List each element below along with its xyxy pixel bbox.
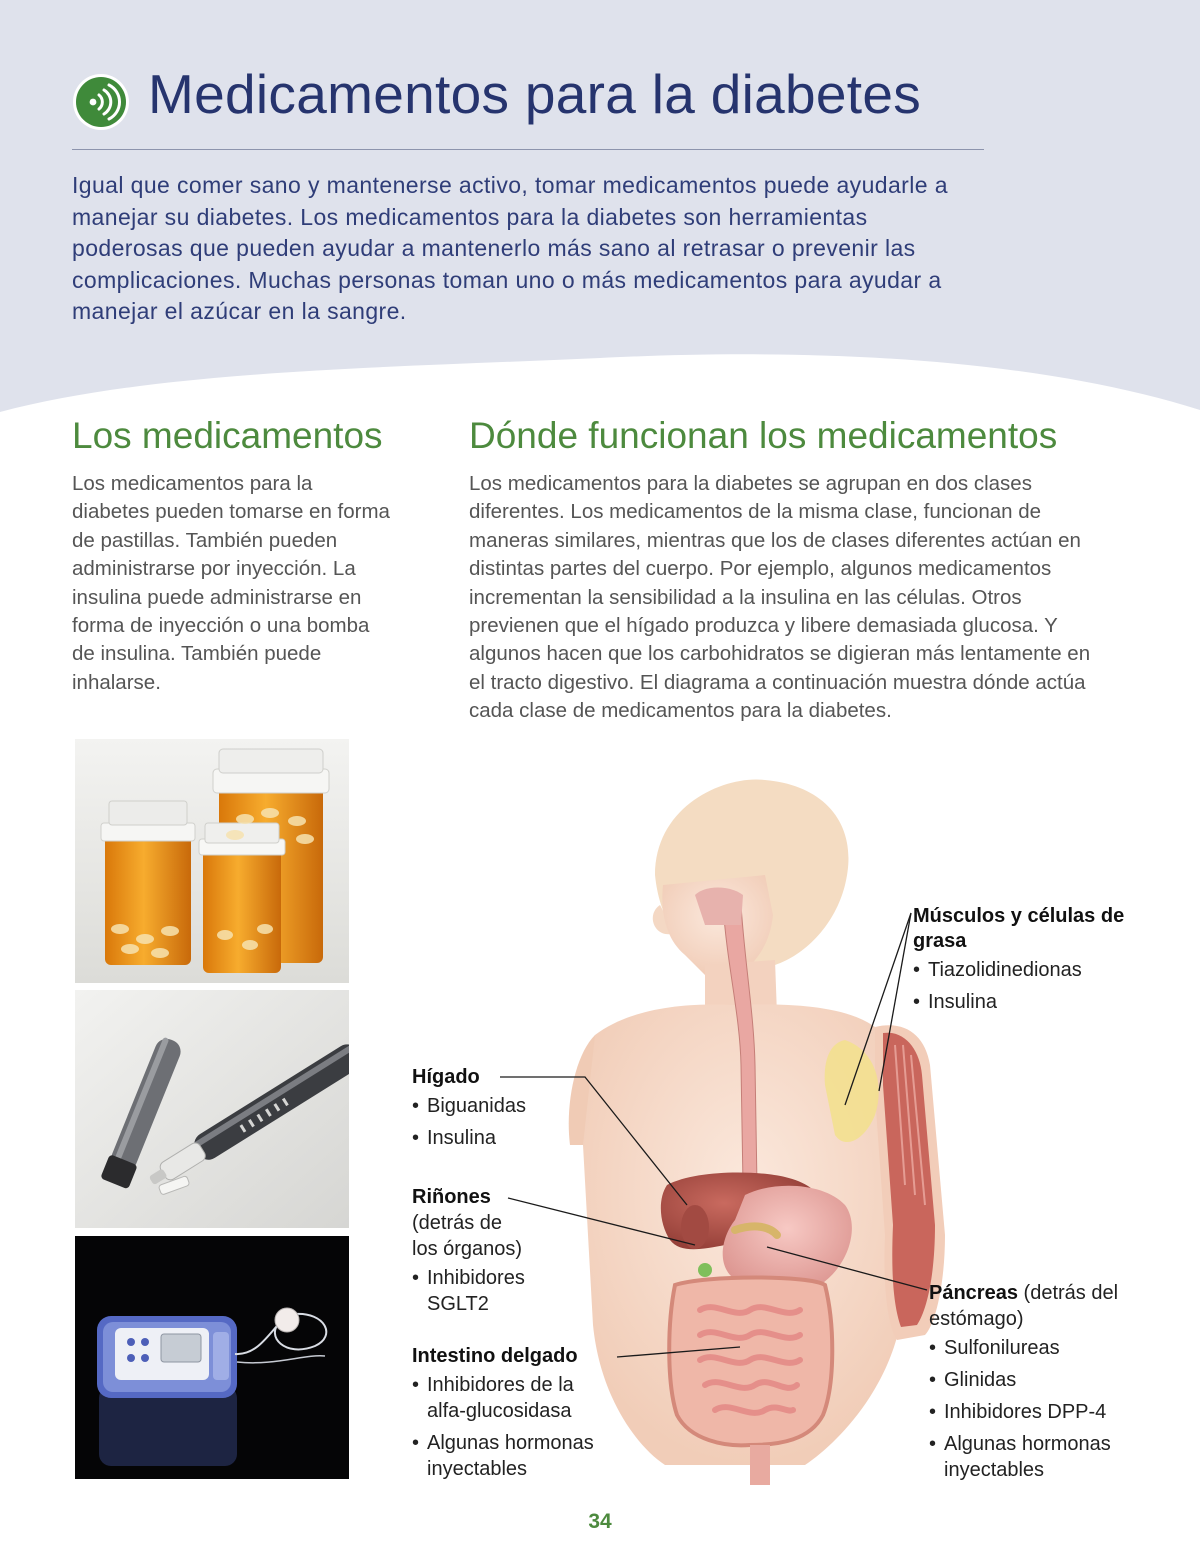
right-section-heading: Dónde funcionan los medicamentos — [469, 415, 1058, 456]
insulin-pump-photo — [75, 1236, 349, 1479]
pill-bottles-photo — [75, 739, 349, 983]
label-rinones — [412, 1184, 532, 1323]
higado-item-1: • Biguanidas — [412, 1093, 526, 1119]
rinones-item-1: • Inhibidores SGLT2 — [412, 1265, 532, 1317]
label-higado — [412, 1064, 526, 1157]
pancreas-item-3: • Inhibidores DPP-4 — [929, 1399, 1129, 1425]
pancreas-item-2: • Glinidas — [929, 1367, 1129, 1393]
intro-paragraph: Igual que comer sano y mantenerse activo, tomar medicamentos puede ayudarle a manejar su diabetes. Los medicamentos para la diabetes son herramientas poderosas que pueden ayudar a mantenerlo más sano al retrasar o prevenir las complicaciones. Muchas personas toman uno o más medicamentos para ayudar a manejar el azúcar en la sangre. — [72, 172, 948, 324]
left-section-body: Los medicamentos para la diabetes pueden tomarse en forma de pastillas. También pueden administrarse por inyección. La insulina puede administrarse en forma de inyección o una bomba de insulina. También puede inhalarse. — [72, 472, 390, 694]
anatomy-diagram — [405, 765, 1200, 1505]
pancreas-item-4: • Algunas hormonas inyectables — [929, 1431, 1129, 1483]
label-higado-title: Hígado — [412, 1066, 480, 1088]
title-divider — [72, 149, 984, 150]
label-pancreas-note: (detrás del estómago) — [929, 1282, 1119, 1330]
right-section-body: Los medicamentos para la diabetes se agrupan en dos clases diferentes. Los medicamentos de la misma clase, funcionan de maneras similares, mientras que los de clases diferentes actúan en distintas partes del cuerpo. Por ejemplo, algunos medicamentos incrementan la sensibilidad a la insulina en las células. Otros previenen que el hígado produzca y libere demasiada glucosa. Y algunos hacen que los carbohidratos se digieran más lentamente en el tracto digestivo. El diagrama a continuación muestra dónde actúa cada clase de medicamentos para la diabetes. — [469, 472, 1091, 723]
label-pancreas — [929, 1280, 1129, 1489]
label-intestino — [412, 1343, 594, 1488]
label-intestino-title: Intestino delgado — [412, 1345, 578, 1367]
label-rinones-note: (detrás de los órganos) — [412, 1212, 523, 1260]
label-musculos — [913, 904, 1143, 1021]
page-number: 34 — [588, 1510, 612, 1533]
left-section-heading: Los medicamentos — [72, 415, 383, 456]
intestino-item-1: • Inhibidores de la alfa-glucosidasa — [412, 1372, 594, 1424]
intestino-item-2: • Algunas hormonas inyectables — [412, 1430, 594, 1482]
musculos-item-1: • Tiazolidinedionas — [913, 957, 1143, 983]
insulin-pen-photo — [75, 990, 349, 1228]
label-musculos-title: Músculos y células de grasa — [913, 905, 1125, 952]
label-pancreas-title: Páncreas — [929, 1282, 1018, 1304]
audio-icon[interactable] — [72, 73, 130, 131]
higado-item-2: • Insulina — [412, 1125, 526, 1151]
musculos-item-2: • Insulina — [913, 989, 1143, 1015]
pancreas-item-1: • Sulfonilureas — [929, 1335, 1129, 1361]
page-title: Medicamentos para la diabetes — [148, 63, 922, 125]
label-rinones-title: Riñones — [412, 1186, 491, 1208]
